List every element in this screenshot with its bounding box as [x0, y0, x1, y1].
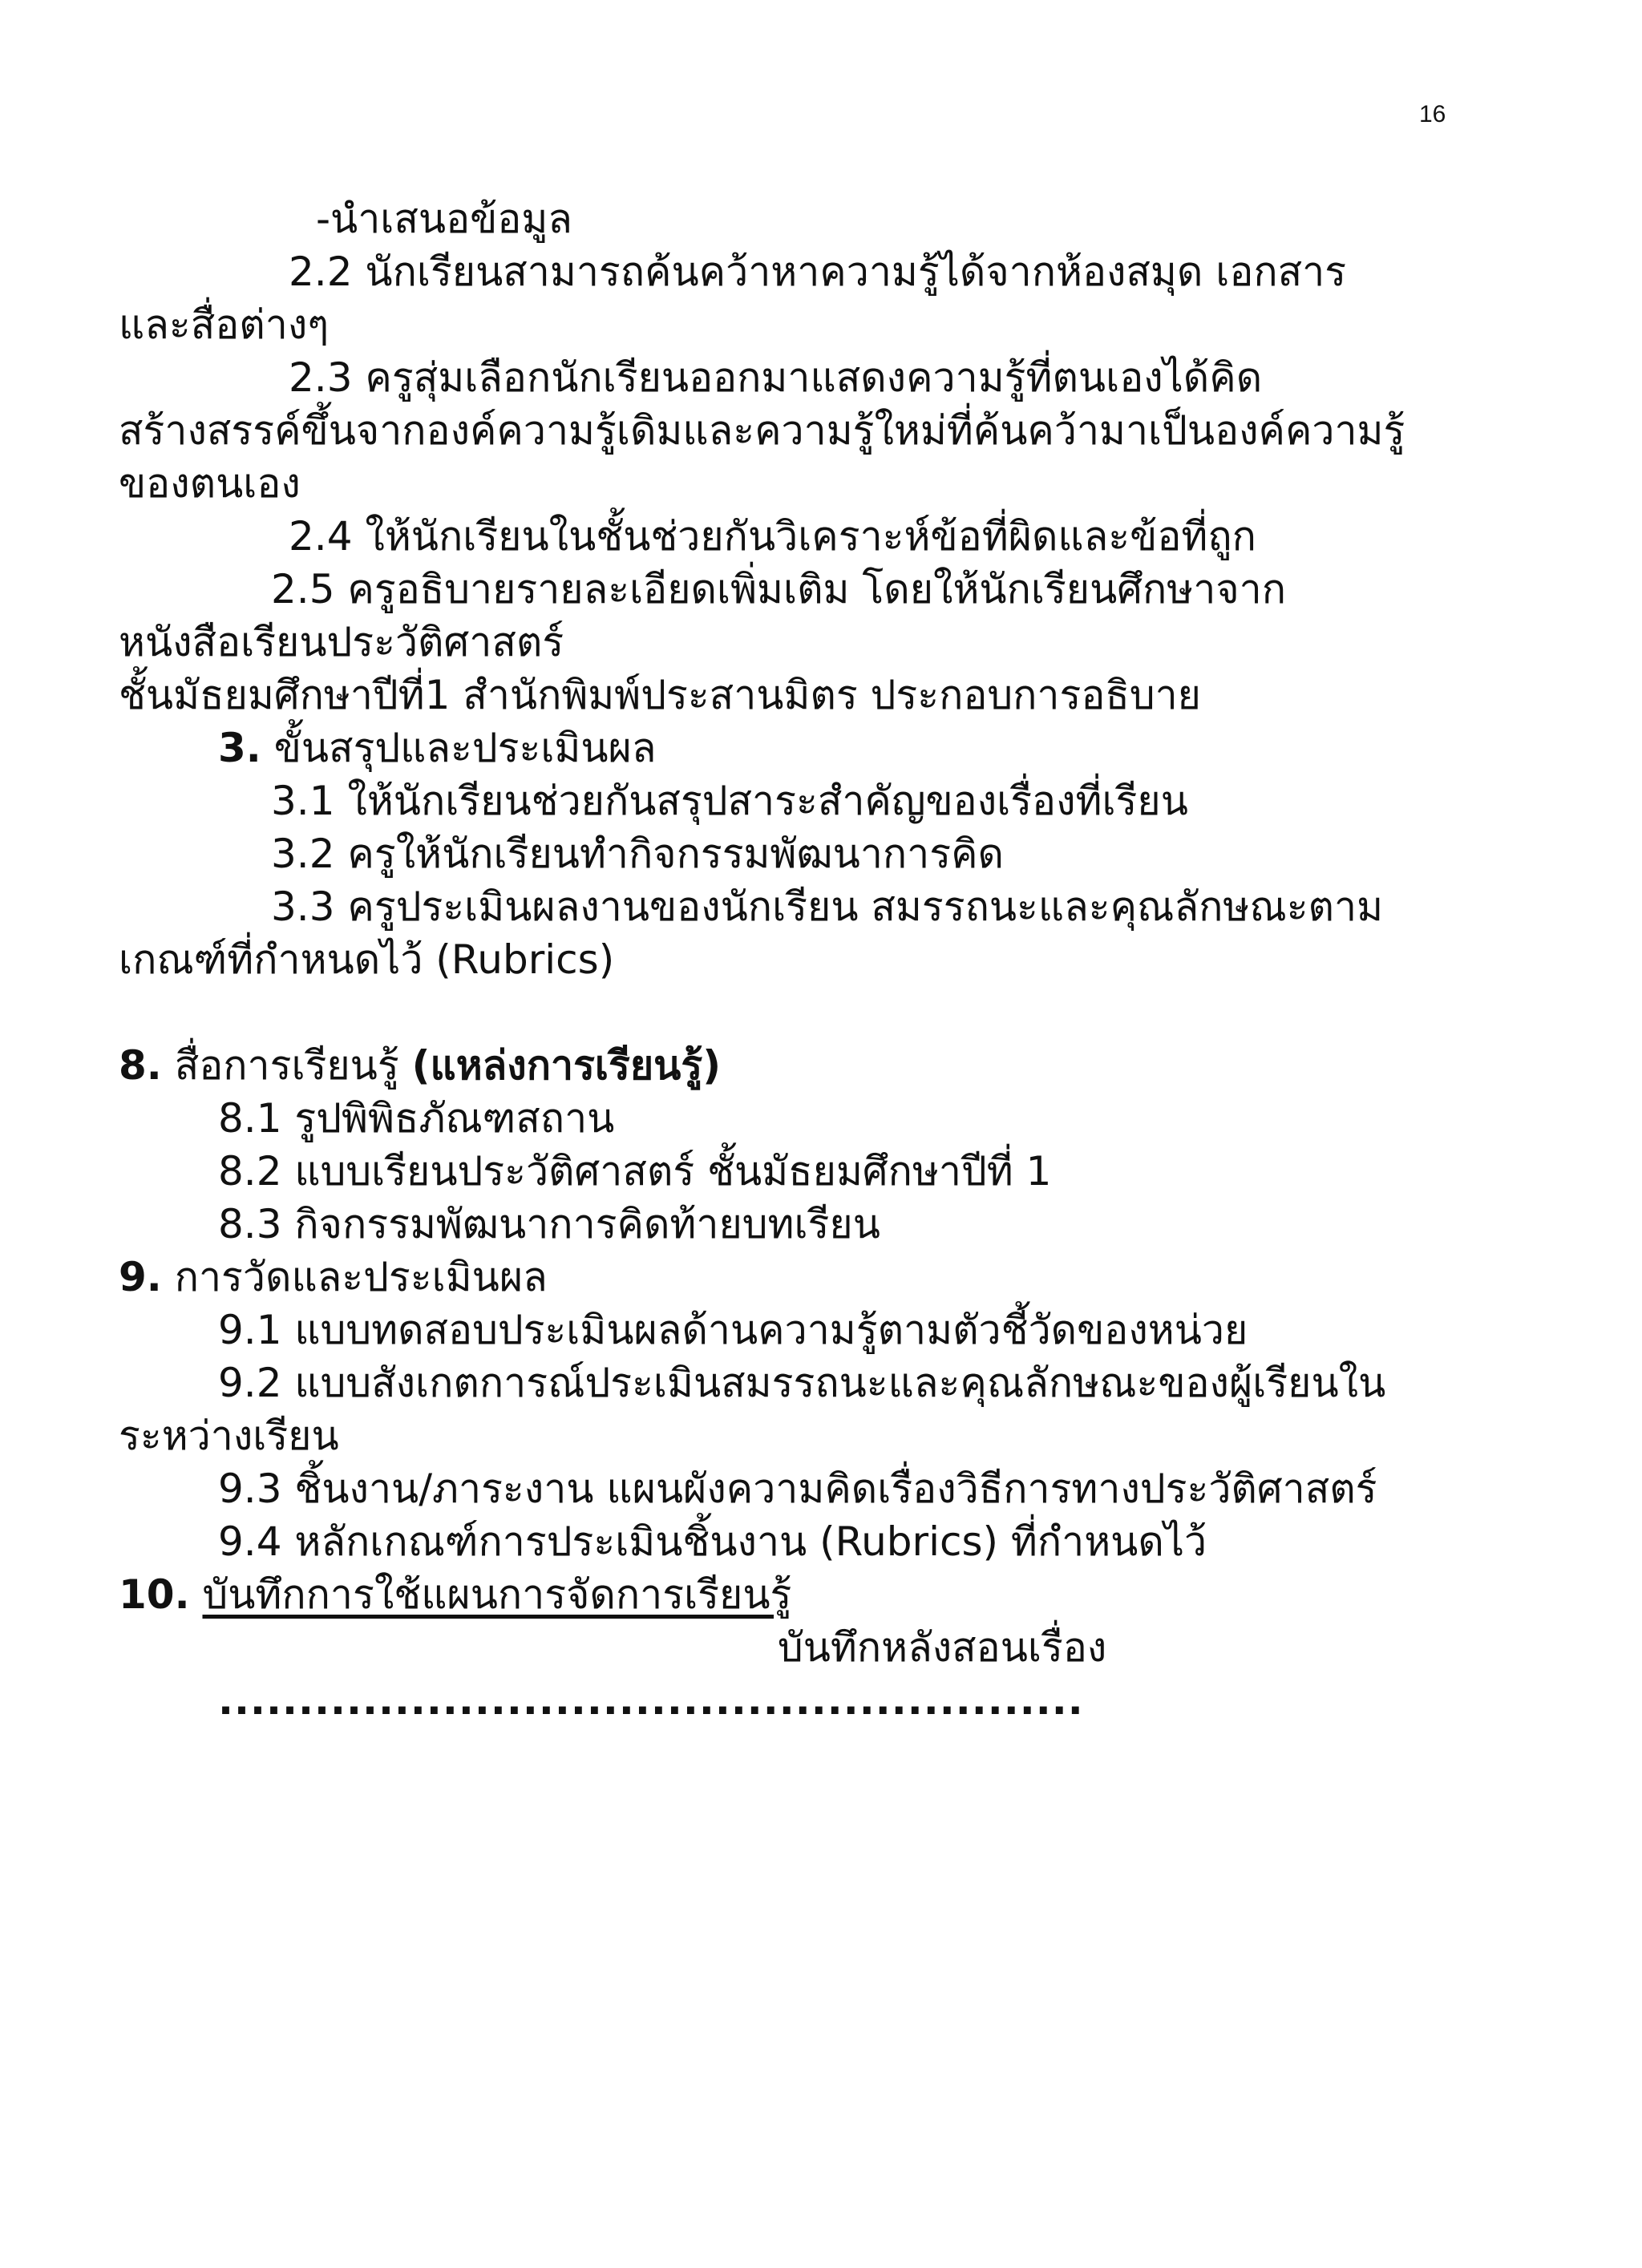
step-2-3-cont-1: สร้างสรรค์ขึ้นจากองค์ความรู้เดิมและความรู้ใหม่ที่ค้นคว้ามาเป็นองค์ความรู้ — [119, 407, 1405, 454]
step-2-4: 2.4 ให้นักเรียนในชั้นช่วยกันวิเคราะห์ข้อที่ผิดและข้อที่ถูก — [289, 513, 1256, 560]
step-3-2: 3.2 ครูให้นักเรียนทำกิจกรรมพัฒนาการคิด — [271, 831, 1005, 877]
section-8-title: สื่อการเรียนรู้ — [161, 1042, 412, 1089]
heading-step-3-number: 3. — [218, 725, 261, 771]
section-8-number: 8. — [119, 1042, 162, 1089]
section-9-title: การวัดและประเมินผล — [161, 1254, 548, 1300]
section-10-heading — [119, 1568, 1546, 1621]
step-3-3: 3.3 ครูประเมินผลงานของนักเรียน สมรรถนะและคุณลักษณะตาม — [271, 883, 1384, 930]
section-10-title: บันทึกการใช้แผนการจัดการเรียนรู้ — [202, 1571, 792, 1618]
post-teaching-note-label: บันทึกหลังสอนเรื่อง — [778, 1624, 1107, 1671]
step-2-2-cont: และสื่อต่างๆ — [119, 301, 330, 348]
item-9-1: 9.1 แบบทดสอบประเมินผลด้านความรู้ตามตัวชี้วัดของหน่วย — [218, 1307, 1248, 1353]
item-8-2: 8.2 แบบเรียนประวัติศาสตร์ ชั้นมัธยมศึกษาปีที่ 1 — [218, 1148, 1052, 1195]
item-8-1: 8.1 รูปพิพิธภัณฑสถาน — [218, 1095, 615, 1142]
step-present-data: -นำเสนอข้อมูล — [316, 196, 572, 242]
item-9-2: 9.2 แบบสังเกตการณ์ประเมินสมรรถนะและคุณลักษณะของผู้เรียนใน — [218, 1360, 1386, 1406]
section-10-number: 10. — [119, 1571, 190, 1618]
page-number: 16 — [1419, 101, 1446, 127]
section-8-subtitle: (แหล่งการเรียนรู้) — [411, 1042, 722, 1089]
document-body — [119, 192, 1546, 1727]
item-9-4: 9.4 หลักเกณฑ์การประเมินชิ้นงาน (Rubrics) ที่กำหนดไว้ — [218, 1518, 1207, 1565]
step-3-1: 3.1 ให้นักเรียนช่วยกันสรุปสาระสำคัญของเรื่องที่เรียน — [271, 778, 1188, 824]
heading-step-3 — [119, 722, 1546, 774]
section-8-heading — [119, 1039, 1546, 1092]
section-9-heading — [119, 1251, 1546, 1304]
step-2-5-cont-1: หนังสือเรียนประวัติศาสตร์ — [119, 619, 564, 665]
dotted-fill-line: ...................................................... — [218, 1677, 1084, 1724]
step-2-5: 2.5 ครูอธิบายรายละเอียดเพิ่มเติม โดยให้นักเรียนศึกษาจาก — [271, 566, 1286, 612]
item-9-2-cont: ระหว่างเรียน — [119, 1413, 339, 1459]
step-2-3-cont-2: ของตนเอง — [119, 460, 301, 507]
item-9-3: 9.3 ชิ้นงาน/ภาระงาน แผนผังความคิดเรื่องวิธีการทางประวัติศาสตร์ — [218, 1466, 1377, 1512]
blank-line — [119, 986, 1546, 1039]
step-2-3: 2.3 ครูสุ่มเลือกนักเรียนออกมาแสดงความรู้ที่ตนเองได้คิด — [289, 354, 1263, 401]
section-9-number: 9. — [119, 1254, 162, 1300]
step-2-2: 2.2 นักเรียนสามารถค้นคว้าหาความรู้ได้จากห้องสมุด เอกสาร — [289, 249, 1347, 295]
step-2-5-cont-2: ชั้นมัธยมศึกษาปีที่1 สำนักพิมพ์ประสานมิตร ประกอบการอธิบาย — [119, 672, 1201, 718]
item-8-3: 8.3 กิจกรรมพัฒนาการคิดท้ายบทเรียน — [218, 1201, 880, 1247]
step-3-3-cont: เกณฑ์ที่กำหนดไว้ (Rubrics) — [119, 936, 615, 983]
heading-step-3-text: ขั้นสรุปและประเมินผล — [261, 725, 657, 771]
